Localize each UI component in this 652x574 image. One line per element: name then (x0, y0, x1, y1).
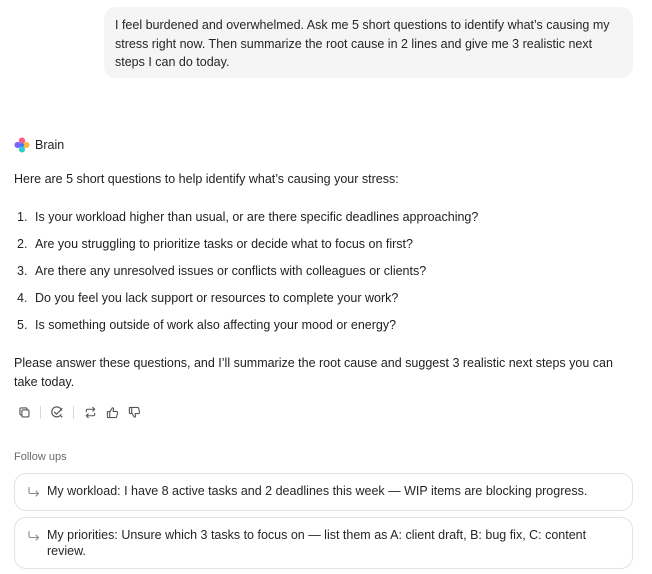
list-item (17, 235, 478, 262)
check-button[interactable] (50, 405, 64, 419)
question-text: Are there any unresolved issues or conflicts with colleagues or clients? (35, 264, 427, 278)
question-text: Is something outside of work also affecting your mood or energy? (35, 318, 397, 332)
followups-label: Follow ups (14, 451, 67, 463)
user-message-bubble (104, 7, 633, 78)
question-text: Are you struggling to prioritize tasks or decide what to focus on first? (35, 237, 413, 251)
copy-button[interactable] (17, 405, 31, 419)
assistant-closing: Please answer these questions, and I’ll summarize the root cause and suggest 3 realistic next steps you can take today. (14, 356, 613, 389)
brain-logo-icon (14, 137, 30, 153)
action-divider (40, 406, 41, 419)
thumbs-up-button[interactable] (105, 405, 119, 419)
thumbs-up-icon (106, 406, 119, 419)
repeat-icon (84, 406, 97, 419)
question-number: 3. (17, 264, 28, 278)
question-number: 5. (17, 318, 28, 332)
followup-text: My workload: I have 8 active tasks and 2 deadlines this week — WIP items are blocking progress. (47, 484, 588, 498)
user-message-text: I feel burdened and overwhelmed. Ask me 5 short questions to identify what’s causing my stress right now. Then summarize the root cause in 2 lines and give me 3 realistic next steps I can do today. (115, 18, 610, 69)
list-item (17, 289, 478, 316)
check-icon (50, 405, 64, 419)
copy-icon (18, 406, 31, 419)
list-item (17, 316, 478, 343)
followup-card[interactable] (14, 517, 633, 569)
question-list (17, 208, 478, 343)
assistant-header (14, 136, 64, 154)
message-actions (17, 404, 141, 420)
action-divider (73, 406, 74, 419)
regenerate-button[interactable] (83, 405, 97, 419)
thumbs-down-icon (128, 406, 141, 419)
question-number: 1. (17, 210, 28, 224)
question-number: 2. (17, 237, 28, 251)
followup-text: My priorities: Unsure which 3 tasks to focus on — list them as A: client draft, B: bug fix, C: content review. (47, 528, 587, 558)
list-item (17, 262, 478, 289)
question-number: 4. (17, 291, 28, 305)
question-text: Is your workload higher than usual, or are there specific deadlines approaching? (35, 210, 479, 224)
thumbs-down-button[interactable] (127, 405, 141, 419)
list-item (17, 208, 478, 235)
question-text: Do you feel you lack support or resources to complete your work? (35, 291, 399, 305)
reply-arrow-icon (27, 530, 41, 542)
assistant-name: Brain (35, 138, 65, 152)
reply-arrow-icon (27, 486, 41, 498)
followup-card[interactable] (14, 473, 633, 511)
assistant-intro: Here are 5 short questions to help identify what’s causing your stress: (14, 172, 399, 186)
